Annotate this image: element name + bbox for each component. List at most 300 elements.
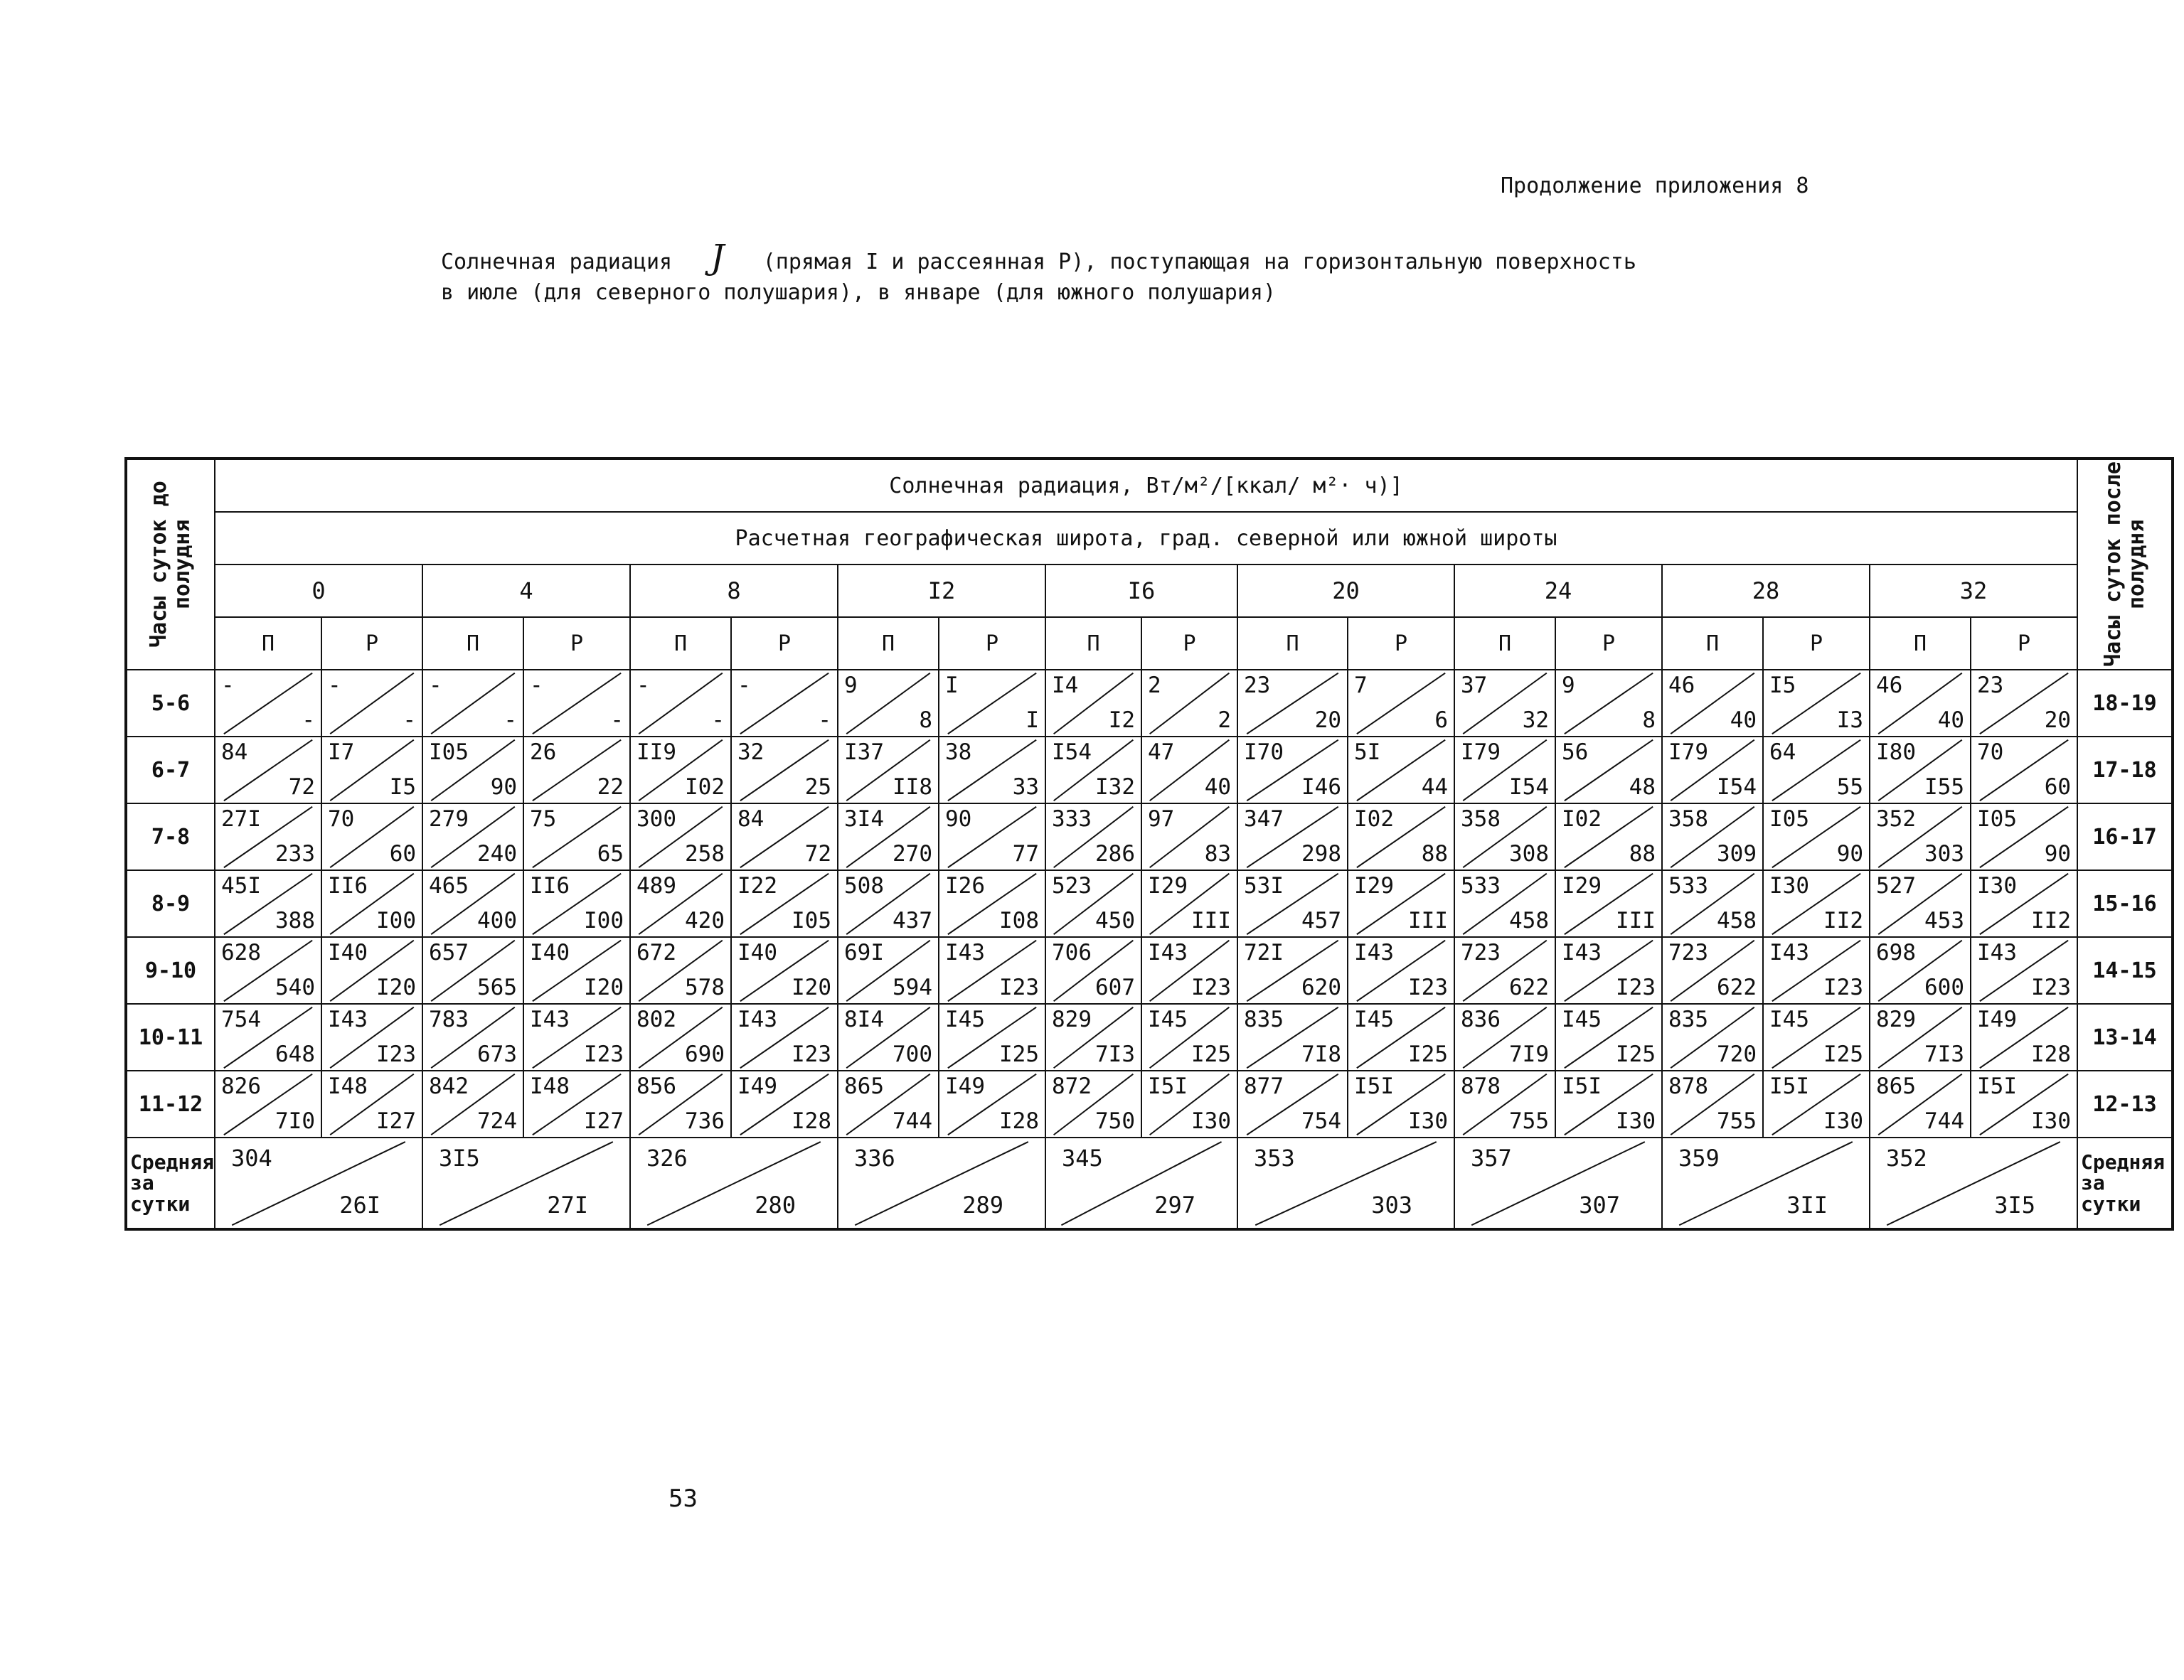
radiation-w-m2: 829 (1876, 1007, 1917, 1032)
radiation-w-m2: I45 (945, 1007, 986, 1032)
radiation-w-m2: II6 (530, 873, 570, 899)
average-w-m2: 304 (231, 1145, 272, 1172)
radiation-cell (1763, 870, 1870, 937)
radiation-cell (630, 937, 731, 1004)
table-row (126, 670, 2173, 737)
radiation-w-m2: 835 (1668, 1007, 1709, 1032)
radiation-cell (731, 870, 838, 937)
radiation-cell (838, 803, 939, 870)
radiation-cell (523, 870, 630, 937)
radiation-cell (1141, 1071, 1237, 1138)
radiation-w-m2: I4 (1052, 673, 1079, 698)
radiation-kcal: 7I9 (1509, 1042, 1550, 1067)
latitude-header: 28 (1662, 565, 1870, 617)
radiation-kcal: I27 (376, 1108, 417, 1134)
table-row (126, 737, 2173, 803)
diffuse-radiation-header: Р (939, 617, 1045, 670)
radiation-cell (731, 1071, 838, 1138)
radiation-w-m2: 27I (221, 806, 262, 832)
average-kcal: 3II (1786, 1192, 1828, 1219)
radiation-w-m2: 300 (636, 806, 677, 832)
radiation-kcal: 565 (477, 975, 518, 1000)
average-label-cell-right (2077, 1138, 2173, 1229)
radiation-kcal: 270 (893, 841, 933, 867)
radiation-kcal: 298 (1301, 841, 1342, 867)
radiation-cell (422, 670, 523, 737)
diffuse-radiation-header: Р (523, 617, 630, 670)
radiation-w-m2: 45I (221, 873, 262, 899)
direct-radiation-header: П (215, 617, 321, 670)
radiation-kcal: III (1616, 908, 1656, 933)
radiation-kcal: - (818, 707, 832, 733)
radiation-kcal: 90 (2044, 841, 2072, 867)
radiation-w-m2: I05 (1769, 806, 1810, 832)
radiation-kcal: 700 (893, 1042, 933, 1067)
radiation-cell (1662, 737, 1763, 803)
radiation-cell (1237, 1071, 1348, 1138)
radiation-kcal: 450 (1095, 908, 1136, 933)
hours-after-noon: 12-13 (2077, 1071, 2173, 1138)
radiation-kcal: I23 (584, 1042, 624, 1067)
radiation-w-m2: 533 (1668, 873, 1709, 899)
radiation-w-m2: I30 (1769, 873, 1810, 899)
radiation-kcal: 8 (1642, 707, 1656, 733)
radiation-w-m2: 3I4 (844, 806, 885, 832)
radiation-cell (422, 937, 523, 1004)
radiation-kcal: 540 (275, 975, 316, 1000)
radiation-kcal: 72 (288, 774, 316, 800)
radiation-cell (215, 1004, 321, 1071)
radiation-kcal: 286 (1095, 841, 1136, 867)
radiation-kcal: 33 (1012, 774, 1040, 800)
radiation-w-m2: - (429, 673, 442, 698)
radiation-kcal: I46 (1301, 774, 1342, 800)
radiation-w-m2: 657 (429, 940, 469, 965)
radiation-cell (1045, 1004, 1141, 1071)
radiation-kcal: - (504, 707, 518, 733)
radiation-kcal: 88 (1629, 841, 1656, 867)
radiation-w-m2: 628 (221, 940, 262, 965)
radiation-w-m2: I79 (1668, 739, 1709, 765)
radiation-kcal: 458 (1717, 908, 1757, 933)
caption-line-1 (441, 237, 1636, 277)
radiation-cell (321, 1004, 422, 1071)
radiation-cell (939, 1071, 1045, 1138)
radiation-cell (1348, 670, 1454, 737)
table-row (126, 1071, 2173, 1138)
radiation-cell (1662, 870, 1763, 937)
radiation-kcal: 690 (685, 1042, 725, 1067)
radiation-w-m2: I30 (1977, 873, 2018, 899)
radiation-cell (523, 1071, 630, 1138)
radiation-kcal: I2 (1108, 707, 1136, 733)
radiation-w-m2: 37 (1461, 673, 1488, 698)
average-label: Средняя за сутки (130, 1150, 215, 1216)
radiation-cell (1141, 1004, 1237, 1071)
radiation-w-m2: 872 (1052, 1074, 1092, 1099)
hours-after-noon: 17-18 (2077, 737, 2173, 803)
radiation-w-m2: 279 (429, 806, 469, 832)
radiation-kcal: 7I3 (1924, 1042, 1965, 1067)
average-w-m2: 326 (646, 1145, 688, 1172)
radiation-cell (1870, 870, 1971, 937)
hours-after-noon: 18-19 (2077, 670, 2173, 737)
radiation-cell (1763, 937, 1870, 1004)
radiation-kcal: 7I3 (1095, 1042, 1136, 1067)
radiation-w-m2: I26 (945, 873, 986, 899)
radiation-w-m2: 783 (429, 1007, 469, 1032)
radiation-w-m2: 32 (737, 739, 765, 765)
radiation-kcal: I27 (584, 1108, 624, 1134)
average-w-m2: 359 (1678, 1145, 1720, 1172)
direct-radiation-header: П (630, 617, 731, 670)
radiation-w-m2: 865 (1876, 1074, 1917, 1099)
latitude-header: I6 (1045, 565, 1237, 617)
radiation-w-m2: I80 (1876, 739, 1917, 765)
radiation-cell (1348, 803, 1454, 870)
radiation-cell (1763, 803, 1870, 870)
page-number: 53 (668, 1484, 698, 1513)
radiation-cell (1971, 937, 2077, 1004)
radiation-kcal: II2 (1823, 908, 1864, 933)
radiation-cell (1141, 870, 1237, 937)
latitude-header: 0 (215, 565, 422, 617)
radiation-w-m2: 465 (429, 873, 469, 899)
right-header-cell (2077, 459, 2173, 670)
radiation-w-m2: 38 (945, 739, 972, 765)
radiation-cell (1237, 1004, 1348, 1071)
radiation-w-m2: I5I (1148, 1074, 1188, 1099)
radiation-w-m2: II6 (328, 873, 368, 899)
radiation-cell (1555, 737, 1662, 803)
radiation-w-m2: I48 (530, 1074, 570, 1099)
radiation-kcal: 77 (1012, 841, 1040, 867)
radiation-cell (215, 870, 321, 937)
radiation-kcal: 90 (1836, 841, 1864, 867)
radiation-kcal: 303 (1924, 841, 1965, 867)
radiation-kcal: 750 (1095, 1108, 1136, 1134)
radiation-w-m2: 64 (1769, 739, 1796, 765)
radiation-cell (1454, 937, 1555, 1004)
radiation-kcal: I23 (1191, 975, 1232, 1000)
radiation-cell (321, 1071, 422, 1138)
radiation-cell (215, 737, 321, 803)
direct-radiation-header: П (422, 617, 523, 670)
radiation-kcal: I23 (1616, 975, 1656, 1000)
radiation-w-m2: 70 (1977, 739, 2004, 765)
radiation-cell (1141, 737, 1237, 803)
radiation-cell (1555, 1071, 1662, 1138)
radiation-cell (731, 803, 838, 870)
radiation-w-m2: I43 (1354, 940, 1395, 965)
radiation-w-m2: 90 (945, 806, 972, 832)
radiation-cell (1555, 870, 1662, 937)
hours-before-noon: 6-7 (126, 737, 215, 803)
radiation-kcal: 720 (1717, 1042, 1757, 1067)
average-kcal: 303 (1371, 1192, 1413, 1219)
radiation-kcal: 72 (804, 841, 832, 867)
hours-before-noon: 10-11 (126, 1004, 215, 1071)
radiation-kcal: - (302, 707, 316, 733)
radiation-cell (1971, 737, 2077, 803)
radiation-cell (630, 1004, 731, 1071)
radiation-w-m2: 489 (636, 873, 677, 899)
radiation-kcal: 7I8 (1301, 1042, 1342, 1067)
radiation-cell (1870, 803, 1971, 870)
table-title: Солнечная радиация, Вт/м²/[ккал/ м²· ч)] (215, 459, 2077, 512)
latitude-header: 24 (1454, 565, 1662, 617)
radiation-kcal: 240 (477, 841, 518, 867)
radiation-kcal: I30 (1616, 1108, 1656, 1134)
radiation-kcal: 400 (477, 908, 518, 933)
radiation-w-m2: 358 (1461, 806, 1501, 832)
radiation-w-m2: I40 (737, 940, 778, 965)
radiation-w-m2: 523 (1052, 873, 1092, 899)
radiation-w-m2: - (530, 673, 543, 698)
radiation-kcal: 22 (597, 774, 624, 800)
latitude-header: I2 (838, 565, 1045, 617)
radiation-w-m2: I43 (328, 1007, 368, 1032)
radiation-w-m2: 9 (844, 673, 858, 698)
radiation-cell (1662, 1071, 1763, 1138)
table-subtitle: Расчетная географическая широта, град. северной или южной широты (215, 512, 2077, 565)
radiation-cell (1237, 737, 1348, 803)
radiation-kcal: I02 (685, 774, 725, 800)
radiation-w-m2: I43 (1769, 940, 1810, 965)
radiation-kcal: III (1191, 908, 1232, 933)
radiation-kcal: 60 (2044, 774, 2072, 800)
radiation-cell (630, 803, 731, 870)
radiation-cell (1045, 737, 1141, 803)
radiation-cell (1971, 1004, 2077, 1071)
average-kcal: 307 (1579, 1192, 1621, 1219)
radiation-w-m2: 842 (429, 1074, 469, 1099)
radiation-w-m2: I45 (1148, 1007, 1188, 1032)
radiation-kcal: 607 (1095, 975, 1136, 1000)
radiation-cell (630, 670, 731, 737)
radiation-w-m2: I54 (1052, 739, 1092, 765)
radiation-w-m2: 8I4 (844, 1007, 885, 1032)
left-header-cell (126, 459, 215, 670)
table-row (126, 937, 2173, 1004)
daily-average-cell (1870, 1138, 2077, 1229)
radiation-w-m2: 347 (1244, 806, 1284, 832)
radiation-w-m2: 26 (530, 739, 557, 765)
radiation-kcal: 44 (1421, 774, 1449, 800)
radiation-kcal: I20 (792, 975, 832, 1000)
radiation-cell (1662, 803, 1763, 870)
radiation-kcal: 648 (275, 1042, 316, 1067)
radiation-cell (939, 870, 1045, 937)
hours-before-noon: 5-6 (126, 670, 215, 737)
radiation-kcal: I5 (389, 774, 417, 800)
radiation-kcal: II2 (2031, 908, 2072, 933)
radiation-cell (1870, 1071, 1971, 1138)
radiation-w-m2: 358 (1668, 806, 1709, 832)
radiation-kcal: I20 (376, 975, 417, 1000)
radiation-kcal: I25 (999, 1042, 1040, 1067)
radiation-cell (1763, 670, 1870, 737)
radiation-w-m2: 836 (1461, 1007, 1501, 1032)
radiation-w-m2: 333 (1052, 806, 1092, 832)
radiation-kcal: 744 (1924, 1108, 1965, 1134)
radiation-w-m2: 47 (1148, 739, 1175, 765)
radiation-kcal: 25 (804, 774, 832, 800)
radiation-cell (1348, 1004, 1454, 1071)
diffuse-radiation-header: Р (731, 617, 838, 670)
radiation-w-m2: 84 (737, 806, 765, 832)
hours-before-noon: 9-10 (126, 937, 215, 1004)
radiation-w-m2: I29 (1562, 873, 1602, 899)
radiation-kcal: 620 (1301, 975, 1342, 1000)
radiation-w-m2: 69I (844, 940, 885, 965)
radiation-cell (939, 803, 1045, 870)
radiation-kcal: - (403, 707, 417, 733)
daily-average-cell (422, 1138, 630, 1229)
hours-after-noon: 15-16 (2077, 870, 2173, 937)
radiation-w-m2: I29 (1354, 873, 1395, 899)
radiation-kcal: I54 (1717, 774, 1757, 800)
radiation-kcal: - (711, 707, 725, 733)
radiation-cell (731, 937, 838, 1004)
radiation-cell (1454, 1004, 1555, 1071)
radiation-cell (1045, 870, 1141, 937)
latitude-header: 4 (422, 565, 630, 617)
radiation-kcal: 744 (893, 1108, 933, 1134)
average-w-m2: 357 (1471, 1145, 1512, 1172)
radiation-cell (422, 803, 523, 870)
radiation-kcal: I25 (1408, 1042, 1449, 1067)
radiation-kcal: I (1026, 707, 1040, 733)
radiation-kcal: I05 (792, 908, 832, 933)
radiation-cell (523, 737, 630, 803)
radiation-w-m2: 5I (1354, 739, 1381, 765)
radiation-kcal: - (610, 707, 624, 733)
radiation-w-m2: 698 (1876, 940, 1917, 965)
radiation-w-m2: 533 (1461, 873, 1501, 899)
radiation-w-m2: 527 (1876, 873, 1917, 899)
radiation-cell (422, 1071, 523, 1138)
radiation-cell (939, 937, 1045, 1004)
table-row (126, 870, 2173, 937)
radiation-kcal: 65 (597, 841, 624, 867)
radiation-cell (321, 870, 422, 937)
radiation-cell (422, 870, 523, 937)
diffuse-radiation-header: Р (1348, 617, 1454, 670)
daily-average-cell (1454, 1138, 1662, 1229)
hours-after-noon: 14-15 (2077, 937, 2173, 1004)
radiation-kcal: 457 (1301, 908, 1342, 933)
radiation-kcal: 20 (2044, 707, 2072, 733)
radiation-kcal: I25 (1191, 1042, 1232, 1067)
radiation-cell (1045, 1071, 1141, 1138)
radiation-cell (1045, 803, 1141, 870)
radiation-kcal: 258 (685, 841, 725, 867)
radiation-kcal: 724 (477, 1108, 518, 1134)
daily-average-row (126, 1138, 2173, 1229)
radiation-w-m2: I49 (737, 1074, 778, 1099)
radiation-cell (1662, 1004, 1763, 1071)
radiation-w-m2: I40 (530, 940, 570, 965)
radiation-cell (1763, 1071, 1870, 1138)
radiation-cell (1763, 737, 1870, 803)
caption-text-a: Солнечная радиация (441, 250, 673, 274)
radiation-kcal: III (1408, 908, 1449, 933)
radiation-kcal: I25 (1823, 1042, 1864, 1067)
radiation-kcal: I54 (1509, 774, 1550, 800)
radiation-w-m2: I5 (1769, 673, 1796, 698)
radiation-kcal: I23 (376, 1042, 417, 1067)
radiation-kcal: I23 (999, 975, 1040, 1000)
table-row (126, 803, 2173, 870)
radiation-cell (321, 737, 422, 803)
radiation-kcal: 32 (1522, 707, 1550, 733)
radiation-w-m2: 23 (1244, 673, 1271, 698)
radiation-w-m2: 856 (636, 1074, 677, 1099)
radiation-w-m2: 877 (1244, 1074, 1284, 1099)
radiation-w-m2: I37 (844, 739, 885, 765)
radiation-w-m2: 672 (636, 940, 677, 965)
average-w-m2: 336 (854, 1145, 895, 1172)
radiation-cell (1555, 803, 1662, 870)
radiation-cell (1348, 870, 1454, 937)
radiation-kcal: I3 (1836, 707, 1864, 733)
radiation-cell (731, 737, 838, 803)
radiation-cell (321, 937, 422, 1004)
average-label: Средняя за сутки (2081, 1150, 2166, 1216)
radiation-kcal: 622 (1717, 975, 1757, 1000)
radiation-kcal: I00 (376, 908, 417, 933)
radiation-w-m2: 829 (1052, 1007, 1092, 1032)
radiation-w-m2: 75 (530, 806, 557, 832)
radiation-w-m2: I02 (1354, 806, 1395, 832)
average-kcal: 27I (547, 1192, 589, 1219)
radiation-cell (1454, 870, 1555, 937)
radiation-cell (1141, 803, 1237, 870)
caption-text-b: (прямая I и рассеянная Р), поступающая на горизонтальную поверхность (762, 250, 1636, 274)
radiation-cell (523, 670, 630, 737)
direct-radiation-header: П (1662, 617, 1763, 670)
radiation-kcal: I30 (2031, 1108, 2072, 1134)
radiation-w-m2: 723 (1461, 940, 1501, 965)
radiation-cell (215, 1071, 321, 1138)
radiation-kcal: I25 (1616, 1042, 1656, 1067)
radiation-w-m2: I45 (1354, 1007, 1395, 1032)
radiation-kcal: 458 (1509, 908, 1550, 933)
radiation-cell (1237, 670, 1348, 737)
radiation-cell (630, 1071, 731, 1138)
radiation-cell (630, 870, 731, 937)
radiation-cell (1971, 670, 2077, 737)
radiation-w-m2: I (945, 673, 959, 698)
average-kcal: 297 (1154, 1192, 1196, 1219)
direct-radiation-header: П (1454, 617, 1555, 670)
radiation-w-m2: 865 (844, 1074, 885, 1099)
radiation-w-m2: I43 (530, 1007, 570, 1032)
radiation-cell (422, 1004, 523, 1071)
radiation-cell (838, 1004, 939, 1071)
hours-after-noon: 16-17 (2077, 803, 2173, 870)
average-w-m2: 352 (1886, 1145, 1927, 1172)
radiation-cell (321, 670, 422, 737)
radiation-kcal: 90 (490, 774, 518, 800)
radiation-kcal: I28 (2031, 1042, 2072, 1067)
radiation-cell (939, 670, 1045, 737)
radiation-kcal: I30 (1823, 1108, 1864, 1134)
daily-average-cell (1662, 1138, 1870, 1229)
radiation-cell (1662, 670, 1763, 737)
radiation-cell (215, 670, 321, 737)
